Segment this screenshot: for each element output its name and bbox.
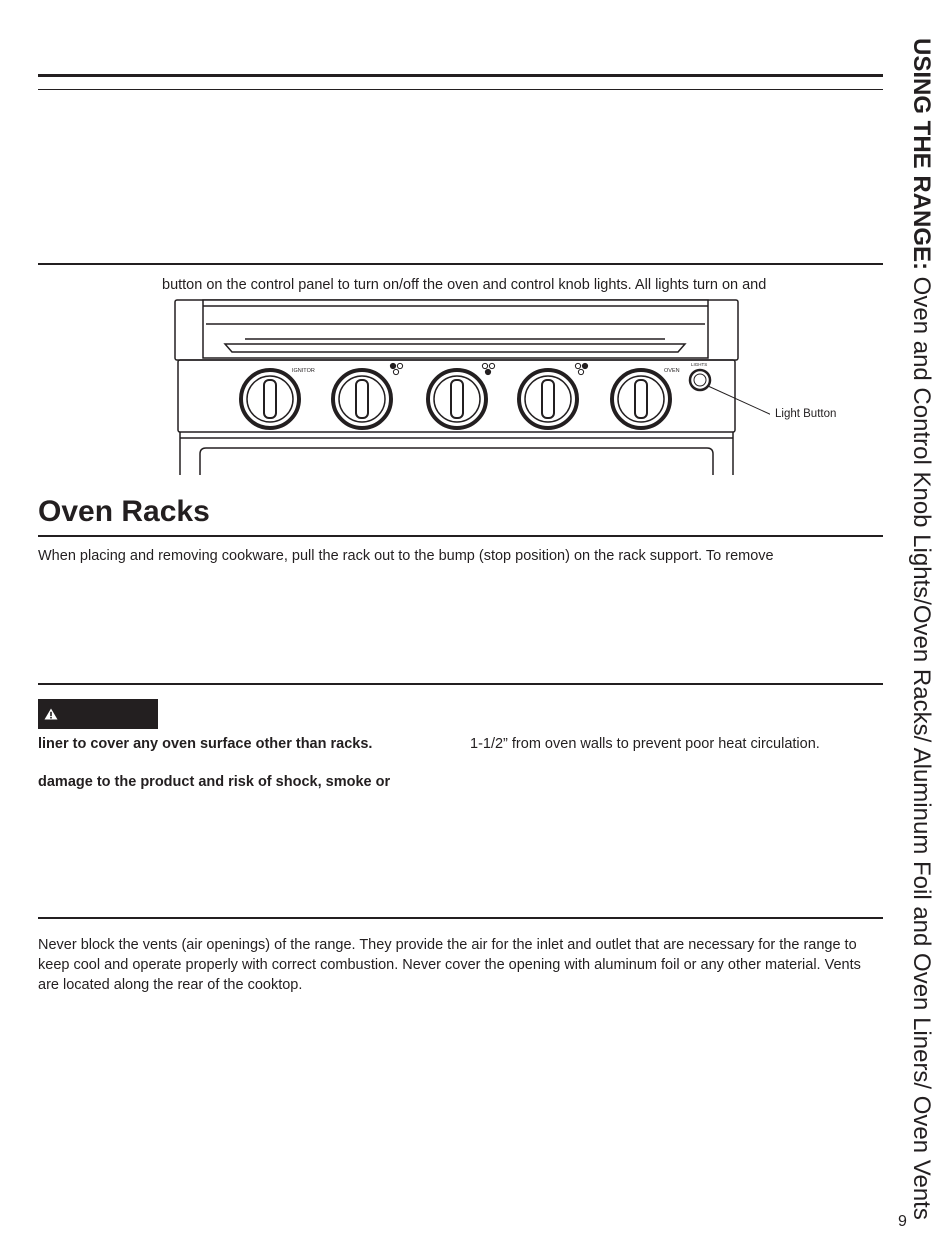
page-number: 9 <box>898 1213 907 1230</box>
warning-label-box <box>38 699 158 729</box>
control-knob-5 <box>612 370 670 428</box>
control-knob-3 <box>428 370 486 428</box>
warning-right-line-1: 1-1/2” from oven walls to prevent poor heat circulation. <box>470 736 820 752</box>
burner-indicator-icon <box>482 363 487 368</box>
side-title-bold: USING THE RANGE: <box>908 38 935 271</box>
callout-leader-line <box>708 386 770 416</box>
lights-paragraph: button on the control panel to turn on/off the oven and control knob lights. All lights turn on and <box>162 277 767 293</box>
oven-racks-rule <box>38 535 883 537</box>
warning-section-rule <box>38 683 883 685</box>
control-knob-1 <box>241 370 299 428</box>
lights-section-rule <box>38 263 883 265</box>
top-rule-thick <box>38 74 883 77</box>
warning-left-line-1: liner to cover any oven surface other than racks. <box>38 736 373 752</box>
control-knob-4 <box>519 370 577 428</box>
burner-indicator-icon <box>390 363 395 368</box>
light-button-icon <box>690 370 710 390</box>
side-section-title <box>903 38 939 1220</box>
control-knob-2 <box>333 370 391 428</box>
vents-paragraph: Never block the vents (air openings) of the range. They provide the air for the inlet and outlet that are necessary for the range to keep cool and operate properly with correct combustion. Never cover the opening with aluminum foil or any other material. Vents are located along the rear of the cooktop. <box>38 937 861 993</box>
warning-triangle-icon <box>44 708 58 720</box>
oven-racks-heading: Oven Racks <box>38 495 210 528</box>
warning-left-line-2: damage to the product and risk of shock, smoke or <box>38 774 391 790</box>
oven-label: OVEN <box>664 368 680 374</box>
control-panel-illustration <box>170 292 770 477</box>
top-rule-thin <box>38 89 883 90</box>
vents-section-rule <box>38 917 883 919</box>
burner-indicator-icon <box>575 363 580 368</box>
light-button-callout: Light Button <box>775 408 837 420</box>
oven-racks-paragraph: When placing and removing cookware, pull the rack out to the bump (stop position) on the rack support. To remove <box>38 548 774 564</box>
side-title-rest: Oven and Control Knob Lights/Oven Racks/ Aluminum Foil and Oven Liners/ Oven Vents <box>908 270 935 1220</box>
ignitor-label: IGNITOR <box>292 368 315 374</box>
lights-label: LIGHTS <box>691 362 708 367</box>
